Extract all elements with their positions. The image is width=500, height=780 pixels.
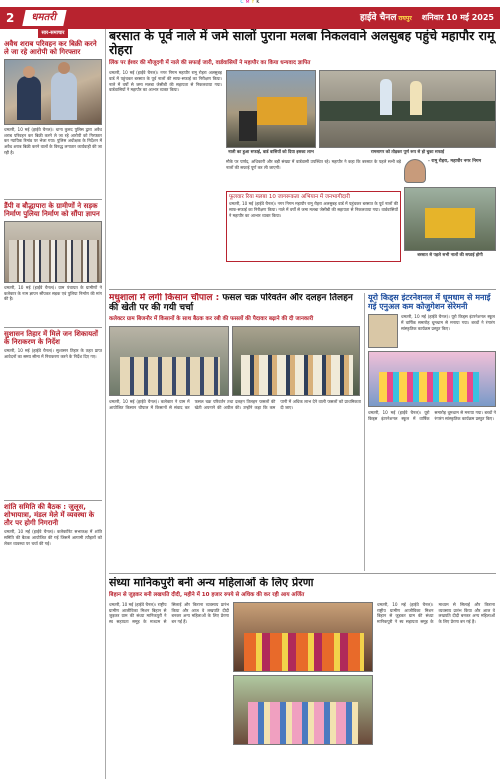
story1-photo <box>4 59 102 125</box>
cmyk-k: K <box>256 0 260 5</box>
story2-body: धमतरी, 10 मई (हाईवे चैनल)। ग्राम पंचायत के ग्रामीणों ने कलेक्टर के नाम ज्ञापन सौंपकर सड़क एवं पुलिया निर्माण की मांग की है। <box>4 284 102 302</box>
story3-headline: सुशासन तिहार में मिले जन शिकायतों के निराकरण के निर्देश <box>4 329 98 346</box>
bottom-headline: संध्या मानिकपुरी बनी अन्य महिलाओं के लिए प्रेरणा <box>109 577 314 589</box>
middle-photo-1 <box>109 326 229 396</box>
story1-body: धमतरी, 10 मई (हाईवे चैनल)। थाना कुरुद पुलिस द्वारा अवैध शराब परिवहन कर बिक्री करने ले जा रहे आरोपी को गिरफ्तार कर न्यायिक रिमांड पर भेजा गया। पुलिस अधीक्षक के निर्देशन में अवैध शराब बिक्री करने वालों के विरुद्ध लगातार कार्यवाही की जा रही है। <box>4 126 102 155</box>
right-middle-headline: यूरो किड्स इंटरनेशनल में धूमधाम से मनाई गई एनुअल कम कोजुगेशन सेरेमनी <box>368 293 491 312</box>
right-middle-story <box>368 293 496 571</box>
middle-subhead: कलेक्टर ग्राम बिजनौर में किसानों के साथ बैठक कर रबी की फसलों की पैदावार बढ़ाने की दी जानकारी <box>109 315 314 322</box>
lead-headline: बरसात के पूर्व नाले में जमे सालों पुराना मलबा निकलवाने अलसुबह पहुंचे महापौर रामू रोहरा <box>109 29 495 58</box>
cmyk-strip <box>0 0 500 7</box>
middle-headline <box>109 293 361 314</box>
lead-body-cont: मौके पर पार्षद, अधिकारी और बड़ी संख्या में वार्डवासी उपस्थित रहे। महापौर ने कहा कि बरसात के पहले सभी बड़े नालों की सफाई पूर्ण कर ली जाएगी। <box>226 158 401 170</box>
bottom-photo-2 <box>233 675 373 745</box>
brand-title: हाईवे चैनल <box>359 12 397 23</box>
lead-photo-1-caption: नाली का हुआ सफाई, वार्ड वासियों को दिया इसका लाभ <box>228 149 314 155</box>
page-number: 2 <box>6 10 15 25</box>
story4-headline: शांति समिति की बैठक : जुलूस, शोभायात्रा, मंडल मेले में व्यवस्था के तौर पर होगी निगरानी <box>4 503 95 528</box>
lead-photo-2-caption: रामसागर को तोड़कर पूर्ण रूप से हो चुका सफाई <box>370 149 445 155</box>
right-middle-body: धमतरी, 10 मई (हाईवे चैनल)। यूरो किड्स इंटरनेशनल स्कूल में वार्षिक समारोह धूमधाम से मनाया गया। बच्चों ने रंगारंग सांस्कृतिक कार्यक्रम प्रस्तुत किए। <box>368 410 496 422</box>
cmyk-c: C <box>240 0 244 5</box>
section-name: धमतरी <box>22 10 66 26</box>
author-avatar <box>368 314 398 348</box>
lead-photo-3-caption: बरसात से पहले सभी नालों की सफाई होगी <box>417 251 483 257</box>
lead-photo-3 <box>404 187 496 251</box>
middle-body: धमतरी, 10 मई (हाईवे चैनल)। कलेक्टर ने ग्राम में आयोजित किसान चौपाल में किसानों से संवाद कर फसल चक्र परिवर्तन तथा दलहन तिलहन फसलों की खेती अपनाने की अपील की। उन्होंने कहा कि कम पानी में अधिक लाभ देने वाली फसलों को प्राथमिकता दी जाए। <box>109 399 361 410</box>
page-content <box>0 29 500 780</box>
lead-photo-1 <box>226 70 316 148</box>
brand-name <box>360 12 412 24</box>
story4-body: धमतरी, 10 मई (हाईवे चैनल)। कलेक्टोरेट सभाकक्ष में शांति समिति की बैठक आयोजित की गई जिसमें आगामी त्यौहारों को लेकर व्यवस्था पर चर्चा की गई। <box>4 529 102 546</box>
story3-body: धमतरी, 10 मई (हाईवे चैनल)। सुशासन तिहार के तहत प्राप्त आवेदनों का समय सीमा में निराकरण करने के निर्देश दिए गए। <box>4 348 102 359</box>
lead-subhead: लिंक पर ईश्वर की मौजूदगी में नाले की सफाई जारी, वार्डवासियों ने महापौर का किया धन्यवाद ज्ञापित <box>109 59 311 66</box>
lead-body: धमतरी, 10 मई (हाईवे चैनल)। नगर निगम महापौर रामू रोहरा अलसुबह वार्ड में पहुंचकर बरसात के पूर्व नालों की साफ-सफाई का निरीक्षण किया। नाले में वर्षों से जमा मलबा जेसीबी की सहायता से निकलवाया गया। वार्डवासियों ने महापौर का आभार व्यक्त किया। <box>109 70 222 93</box>
right-middle-intro: धमतरी, 10 मई (हाईवे चैनल)। यूरो किड्स इंटरनेशनल स्कूल में वार्षिक समारोह धूमधाम से मनाया गया। बच्चों ने रंगारंग सांस्कृतिक कार्यक्रम प्रस्तुत किए। <box>401 314 495 331</box>
masthead <box>0 7 500 29</box>
lead-box <box>226 191 401 262</box>
bottom-story <box>109 577 496 777</box>
middle-photo-2 <box>232 326 360 396</box>
bottom-body-2: धमतरी, 10 मई (हाईवे चैनल)। राष्ट्रीय ग्रामीण आजीविका मिशन बिहान से जुड़कर ग्राम की संध्या मानिकपुरी ने स्व सहायता समूह के माध्यम से सिलाई और किराना व्यवसाय प्रारंभ किया और आज वे लखपति दीदी बनकर अन्य महिलाओं के लिए प्रेरणा बन गई हैं। <box>377 602 495 625</box>
story2-photo <box>4 221 102 283</box>
section-tag: सार-समाचार <box>38 29 69 38</box>
bottom-body-1: धमतरी, 10 मई (हाईवे चैनल)। राष्ट्रीय ग्रामीण आजीविका मिशन बिहान से जुड़कर ग्राम की संध्या मानिकपुरी ने स्व सहायता समूह के माध्यम से सिलाई और किराना व्यवसाय प्रारंभ किया और आज वे लखपति दीदी बनकर अन्य महिलाओं के लिए प्रेरणा बन गई हैं। <box>109 602 229 625</box>
quote-name: - रामू रोहरा, महापौर नगर निगम <box>428 158 482 164</box>
lead-photo-2 <box>319 70 496 148</box>
cmyk-y: Y <box>251 0 255 5</box>
bottom-subhead: बिहान से जुड़कर बनी लखपति दीदी, महीने में 10 हजार रुपये से अधिक की कर रही आय अर्जित <box>109 591 305 598</box>
story2-headline: डैंपी व बौद्धापारा के ग्रामीणों ने सड़क निर्माण पुलिया निर्माण को सौंपा ज्ञापन <box>4 201 100 218</box>
cmyk-m: M <box>245 0 250 5</box>
left-column <box>4 29 102 779</box>
dateline: शनिवार 10 मई 2025 <box>421 12 494 22</box>
lead-story <box>109 29 496 287</box>
right-middle-photo-1 <box>368 351 496 407</box>
middle-headline-pre: मधुशाला में लगी किसान चौपाल : <box>109 293 220 303</box>
lead-box-body: धमतरी, 10 मई (हाईवे चैनल)। नगर निगम महापौर रामू रोहरा अलसुबह वार्ड में पहुंचकर बरसात के पूर्व नालों की साफ-सफाई का निरीक्षण किया। नाले में वर्षों से जमा मलबा जेसीबी की सहायता से निकलवाया गया। वार्डवासियों ने महापौर का आभार व्यक्त किया। <box>229 201 398 218</box>
story1-headline: अवैध शराब परिवहन कर बिक्री करने ले जा रहे आरोपी को गिरफ्तार <box>4 39 97 56</box>
bottom-photo-1 <box>233 602 373 672</box>
lead-box-headline: फूलवार रिया मलबा 10 जागरूकता अभियान में जनभागीदारी <box>229 193 350 200</box>
mayor-avatar <box>404 159 426 183</box>
middle-headline-main: फसल चक्र परिवर्तन और दलहन तिलहन की खेती पर की गयी चर्चा <box>109 293 353 314</box>
brand-city: रायपुर <box>398 14 412 22</box>
middle-story <box>109 293 361 571</box>
